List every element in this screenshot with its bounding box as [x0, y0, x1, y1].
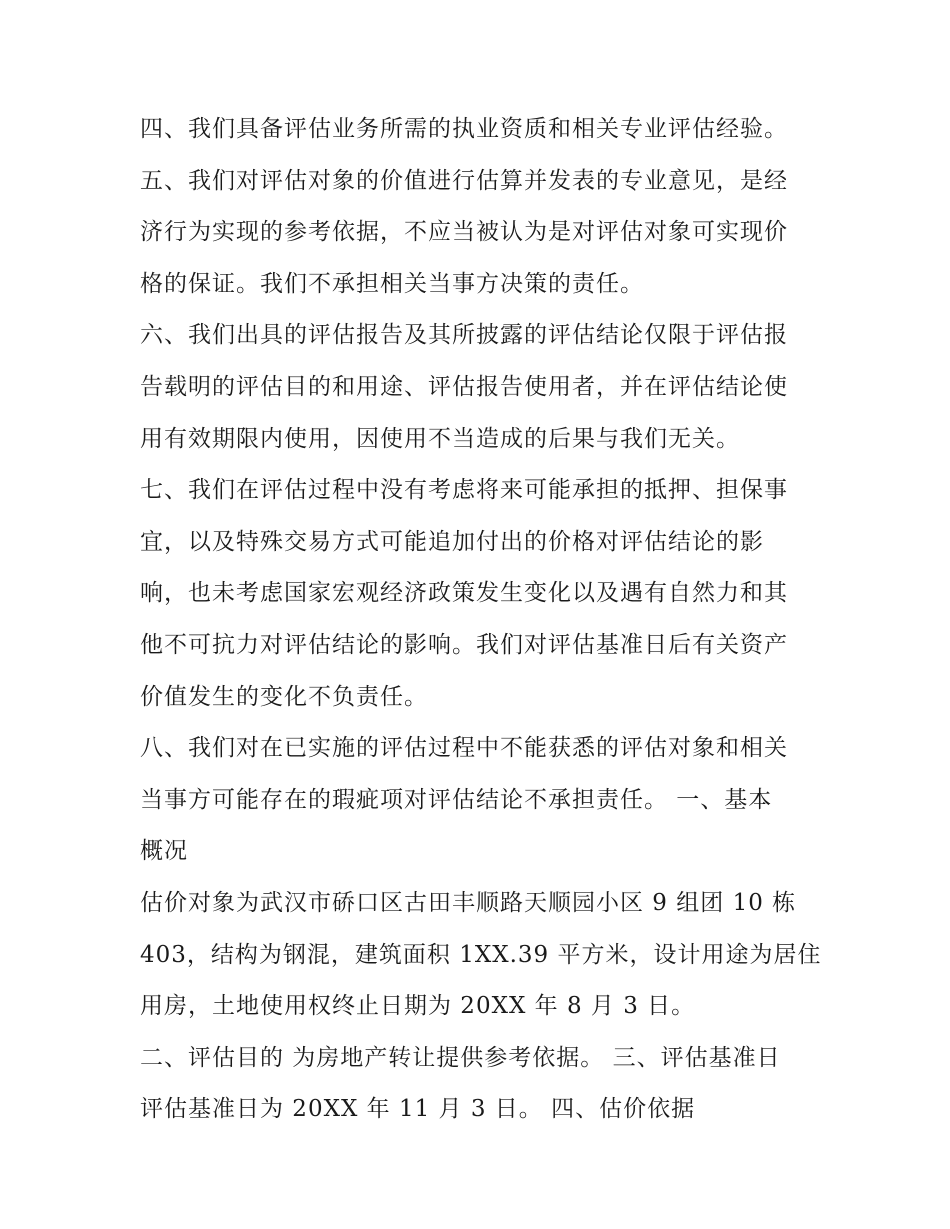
text-line: 价值发生的变化不负责任。	[140, 683, 428, 710]
text-line: 403，结构为钢混，建筑面积 1XX.39 平方米，设计用途为居住	[140, 941, 822, 968]
text-line: 响，也未考虑国家宏观经济政策发生变化以及遇有自然力和其	[140, 580, 788, 607]
text-line: 概况	[140, 838, 188, 865]
text-line: 宜，以及特殊交易方式可能追加付出的价格对评估结论的影	[140, 528, 764, 555]
text-line: 七、我们在评估过程中没有考虑将来可能承担的抵押、担保事	[140, 477, 788, 504]
text-line: 八、我们对在已实施的评估过程中不能获悉的评估对象和相关	[140, 735, 788, 762]
text-line: 用有效期限内使用，因使用不当造成的后果与我们无关。	[140, 425, 740, 452]
text-line: 济行为实现的参考依据，不应当被认为是对评估对象可实现价	[140, 219, 788, 246]
text-line: 二、评估目的 为房地产转让提供参考依据。 三、评估基准日	[140, 1044, 781, 1071]
text-line: 格的保证。我们不承担相关当事方决策的责任。	[140, 270, 644, 297]
text-line: 评估基准日为 20XX 年 11 月 3 日。 四、估价依据	[140, 1096, 696, 1123]
text-line: 估价对象为武汉市硚口区古田丰顺路天顺园小区 9 组团 10 栋	[140, 889, 797, 916]
document-body	[140, 104, 820, 1136]
text-line: 当事方可能存在的瑕疵项对评估结论不承担责任。 一、基本	[140, 786, 773, 813]
text-line: 用房，土地使用权终止日期为 20XX 年 8 月 3 日。	[140, 993, 696, 1020]
text-line: 四、我们具备评估业务所需的执业资质和相关专业评估经验。	[140, 116, 788, 142]
text-line: 他不可抗力对评估结论的影响。我们对评估基准日后有关资产	[140, 631, 788, 658]
text-line: 五、我们对评估对象的价值进行估算并发表的专业意见，是经	[140, 167, 788, 194]
text-line: 六、我们出具的评估报告及其所披露的评估结论仅限于评估报	[140, 322, 788, 349]
text-line: 告载明的评估目的和用途、评估报告使用者，并在评估结论使	[140, 373, 788, 400]
